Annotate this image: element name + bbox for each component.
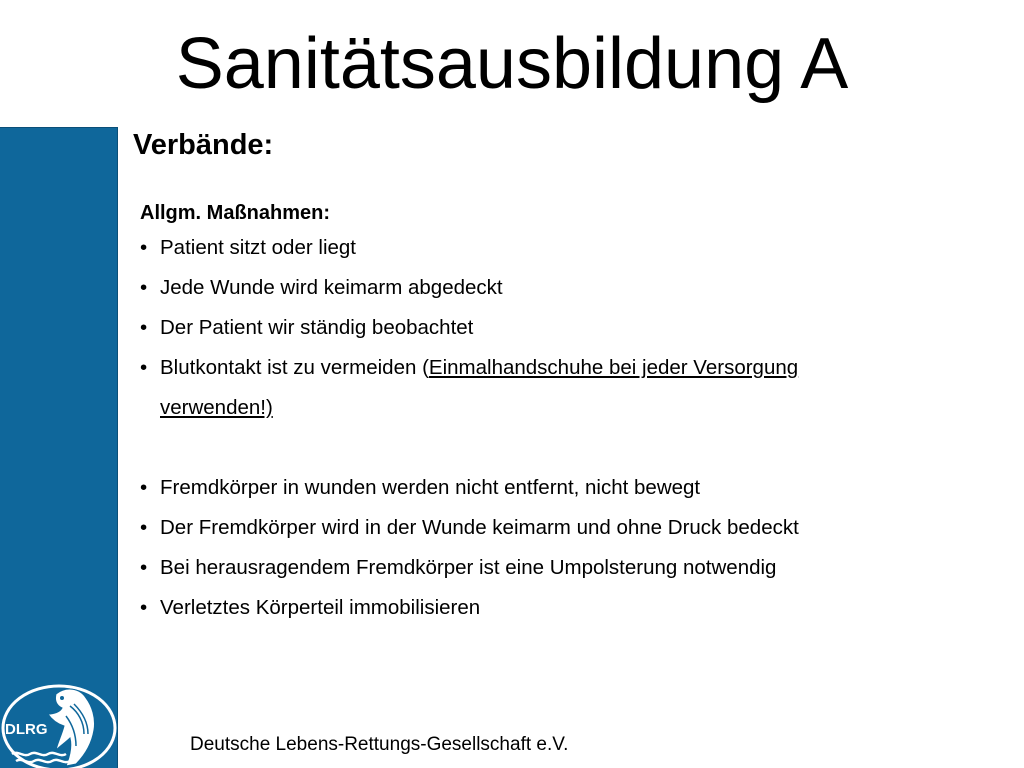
dlrg-logo-icon [0, 676, 118, 768]
bullet-dot-icon: • [140, 356, 148, 379]
list-item [140, 228, 990, 268]
bullet-dot-icon: • [140, 596, 148, 619]
list-item-text: Fremdkörper in wunden werden nicht entfernt, nicht bewegt [160, 476, 701, 499]
section-heading: Verbände: [133, 129, 274, 161]
bullet-dot-icon: • [140, 236, 148, 259]
list-item [140, 308, 990, 348]
list-item-text: Patient sitzt oder liegt [160, 236, 356, 259]
list-item [140, 468, 990, 508]
list-spacer [140, 428, 990, 468]
list-item [140, 548, 990, 588]
list-item-text: Der Fremdkörper wird in der Wunde keimarm und ohne Druck bedeckt [160, 516, 799, 539]
list-item [140, 268, 990, 308]
list-item-text: Der Patient wir ständig beobachtet [160, 316, 474, 339]
svg-text:DLRG: DLRG [5, 721, 48, 738]
list-item [140, 588, 990, 628]
bullet-dot-icon: • [140, 556, 148, 579]
list-item [140, 348, 990, 428]
bullet-dot-icon: • [140, 316, 148, 339]
list-item-text: Bei herausragendem Fremdkörper ist eine Umpolsterung notwendig [160, 556, 777, 579]
list-item-text: Verletztes Körperteil immobilisieren [160, 596, 481, 619]
list-item [140, 508, 990, 548]
subheading: Allgm. Maßnahmen: [140, 202, 331, 224]
list-item-underlined-text: Einmalhandschuhe bei jeder Versorgung [428, 356, 799, 379]
side-bar [0, 127, 118, 768]
slide-title: Sanitätsausbildung A [175, 24, 849, 104]
bullet-dot-icon: • [140, 276, 148, 299]
bullet-dot-icon: • [140, 516, 148, 539]
list-item-text: Blutkontakt ist zu vermeiden ( [160, 356, 429, 379]
footer-text: Deutsche Lebens-Rettungs-Gesellschaft e.V. [190, 734, 569, 755]
bullet-list [140, 228, 990, 628]
list-item-text: Jede Wunde wird keimarm abgedeckt [160, 276, 503, 299]
list-item-underlined-text: verwenden!) [160, 396, 273, 419]
bullet-dot-icon: • [140, 476, 148, 499]
